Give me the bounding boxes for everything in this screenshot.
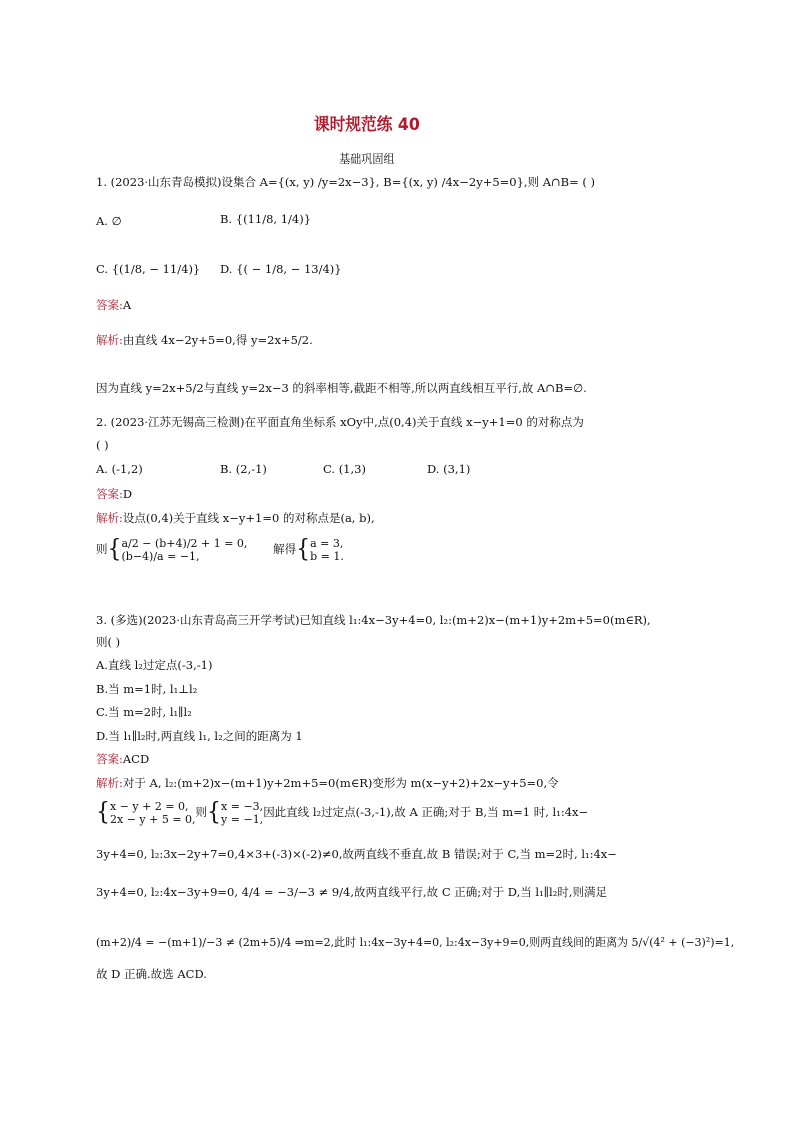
- eq-line-1: a/2 − (b+4)/2 + 1 = 0,: [121, 537, 248, 550]
- sys-a-line-1: x − y + 2 = 0,: [110, 800, 189, 813]
- q3-analysis-line-4: 3y+4=0, l₂:4x−3y+9=0, 4/4 = −3/−3 ≠ 9/4,故两直线平行,故 C 正确;对于 D,当 l₁∥l₂时,则满足: [96, 885, 607, 899]
- brace-icon: {: [107, 535, 122, 564]
- q3-option-b: B.当 m=1时, l₁⊥l₂: [96, 682, 198, 696]
- q1-analysis: [96, 332, 313, 348]
- section-heading: 基础巩固组: [339, 152, 395, 166]
- analysis-text: 对于 A, l₂:(m+2)x−(m+1)y+2m+5=0(m∈R)变形为 m(x−y+2)+2x−y+5=0,令: [122, 776, 559, 790]
- brace-icon: {: [207, 798, 222, 827]
- q2-answer: [96, 486, 132, 502]
- q1-stem: 1. (2023·山东青岛模拟)设集合 A={(x, y) /y=2x−3}, B={(x, y) /4x−2y+5=0},则 A∩B= ( ): [96, 175, 596, 189]
- then-word: 则: [195, 805, 208, 819]
- q3-analysis-line-2: [96, 800, 588, 826]
- q2-option-c: C. (1,3): [323, 462, 366, 476]
- analysis-label: 解析:: [96, 511, 123, 525]
- analysis-text: 由直线 4x−2y+5=0,得 y=2x+5/2.: [122, 333, 313, 347]
- q1-option-c: C. {(1/8, − 11/4)}: [96, 262, 201, 276]
- brace-icon: {: [96, 798, 110, 827]
- analysis-label: 解析:: [96, 776, 123, 790]
- q3-option-c: C.当 m=2时, l₁∥l₂: [96, 705, 192, 719]
- q3-analysis: [96, 775, 559, 791]
- q3-answer: [96, 751, 149, 767]
- answer-label: 答案:: [96, 752, 123, 766]
- answer-value: A: [122, 298, 132, 312]
- q1-option-d: D. {( − 1/8, − 13/4)}: [220, 262, 342, 276]
- q2-equation-system: [96, 537, 344, 563]
- sys-a-line-2: 2x − y + 5 = 0,: [110, 813, 196, 826]
- q2-option-d: D. (3,1): [427, 462, 471, 476]
- q3-stem: 3. (多选)(2023·山东青岛高三开学考试)已知直线 l₁:4x−3y+4=0, l₂:(m+2)x−(m+1)y+2m+5=0(m∈R),: [96, 613, 651, 627]
- analysis-label: 解析:: [96, 333, 123, 347]
- q2-option-a: A. (-1,2): [96, 462, 143, 476]
- q3-option-d: D.当 l₁∥l₂时,两直线 l₁, l₂之间的距离为 1: [96, 729, 303, 743]
- q1-analysis-2: 因为直线 y=2x+5/2与直线 y=2x−3 的斜率相等,截距不相等,所以两直线相互平行,故 A∩B=∅.: [96, 381, 587, 395]
- q1-answer: [96, 297, 131, 313]
- answer-label: 答案:: [96, 298, 123, 312]
- q1-option-a: A. ∅: [96, 214, 122, 228]
- eq-line-2: (b−4)/a = −1,: [121, 550, 200, 563]
- q3-stem-2: 则( ): [96, 635, 121, 649]
- then-word: 则: [96, 542, 108, 556]
- answer-value: D: [122, 487, 133, 501]
- sys-b-line-1: x = −3,: [221, 800, 264, 813]
- answer-label: 答案:: [96, 487, 123, 501]
- sys-b-line-2: y = −1,: [221, 813, 264, 826]
- q3-analysis-line-3: 3y+4=0, l₂:3x−2y+7=0,4×3+(-3)×(-2)≠0,故两直线不垂直,故 B 错误;对于 C,当 m=2时, l₁:4x−: [96, 847, 617, 861]
- q3-analysis-line-6: 故 D 正确.故选 ACD.: [96, 967, 207, 981]
- sol-line-2: b = 1.: [310, 550, 344, 563]
- q2-paren: ( ): [96, 438, 109, 452]
- solve-word: 解得: [273, 542, 297, 556]
- q2-option-b: B. (2,-1): [220, 462, 267, 476]
- sol-line-1: a = 3,: [310, 537, 344, 550]
- analysis-text: 因此直线 l₂过定点(-3,-1),故 A 正确;对于 B,当 m=1 时, l₁:4x−: [263, 805, 589, 819]
- analysis-text: 设点(0,4)关于直线 x−y+1=0 的对称点是(a, b),: [122, 511, 375, 525]
- page-title: 课时规范练 40: [313, 115, 420, 135]
- brace-icon: {: [296, 535, 311, 564]
- q2-analysis: [96, 510, 375, 526]
- answer-value: ACD: [122, 752, 150, 766]
- q2-stem: 2. (2023·江苏无锡高三检测)在平面直角坐标系 xOy中,点(0,4)关于直线 x−y+1=0 的对称点为: [96, 415, 584, 429]
- q3-analysis-line-5: (m+2)/4 = −(m+1)/−3 ≠ (2m+5)/4 ⇒m=2,此时 l₁:4x−3y+4=0, l₂:4x−3y+9=0,则两直线间的距离为 5/√(4² + (−3)²)=1,: [96, 935, 735, 949]
- q1-option-b: B. {(11/8, 1/4)}: [220, 212, 312, 226]
- q3-option-a: A.直线 l₂过定点(-3,-1): [96, 658, 213, 672]
